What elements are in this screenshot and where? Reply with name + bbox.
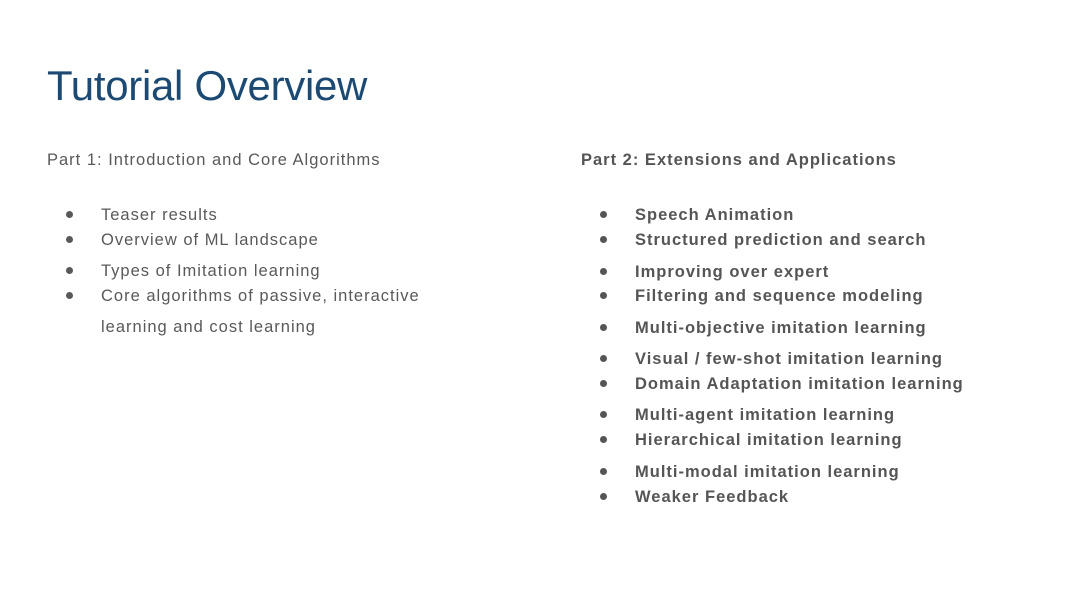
bullet-icon	[600, 268, 607, 275]
bullet-icon	[600, 411, 607, 418]
list-item	[581, 403, 895, 427]
bullet-icon	[600, 493, 607, 500]
bullet-icon	[66, 267, 73, 274]
list-item	[47, 228, 319, 252]
list-item-continuation	[47, 315, 316, 339]
list-item	[581, 372, 964, 396]
bullet-icon	[66, 292, 73, 299]
list-item-text: Speech Animation	[635, 206, 795, 224]
list-item-text: Domain Adaptation imitation learning	[635, 375, 964, 393]
bullet-icon	[600, 292, 607, 299]
list-item-text: learning and cost learning	[101, 318, 316, 336]
bullet-icon	[600, 355, 607, 362]
part1-heading: Part 1: Introduction and Core Algorithms	[47, 151, 381, 169]
list-item	[581, 316, 927, 340]
bullet-icon	[600, 380, 607, 387]
list-item	[581, 203, 794, 227]
bullet-icon	[600, 436, 607, 443]
list-item-text: Improving over expert	[635, 263, 830, 281]
list-item	[581, 284, 924, 308]
list-item-text: Multi-modal imitation learning	[635, 463, 900, 481]
list-item-text: Visual / few-shot imitation learning	[635, 350, 943, 368]
list-item	[47, 259, 321, 283]
list-item-text: Types of Imitation learning	[101, 262, 321, 280]
bullet-icon	[66, 236, 73, 243]
list-item	[581, 428, 903, 452]
list-item-text: Filtering and sequence modeling	[635, 287, 924, 305]
list-item-text: Core algorithms of passive, interactive	[101, 287, 420, 305]
list-item	[581, 228, 926, 252]
slide-title: Tutorial Overview	[47, 62, 368, 109]
list-item-text: Weaker Feedback	[635, 488, 790, 506]
list-item-text: Structured prediction and search	[635, 231, 927, 249]
bullet-icon	[600, 324, 607, 331]
list-item-text: Hierarchical imitation learning	[635, 431, 903, 449]
list-item-text: Multi-agent imitation learning	[635, 406, 896, 424]
part2-column	[581, 148, 1051, 506]
bullet-icon	[66, 211, 73, 218]
list-item	[581, 485, 789, 509]
list-item-text: Overview of ML landscape	[101, 231, 319, 249]
list-item	[47, 203, 218, 227]
bullet-icon	[600, 211, 607, 218]
list-item	[581, 460, 900, 484]
bullet-icon	[600, 236, 607, 243]
list-item-text: Teaser results	[101, 206, 218, 224]
part2-heading: Part 2: Extensions and Applications	[581, 151, 897, 169]
part1-column	[47, 148, 527, 336]
bullet-icon	[600, 468, 607, 475]
list-item	[581, 347, 943, 371]
list-item	[581, 260, 829, 284]
list-item	[47, 284, 420, 308]
list-item-text: Multi-objective imitation learning	[635, 319, 927, 337]
